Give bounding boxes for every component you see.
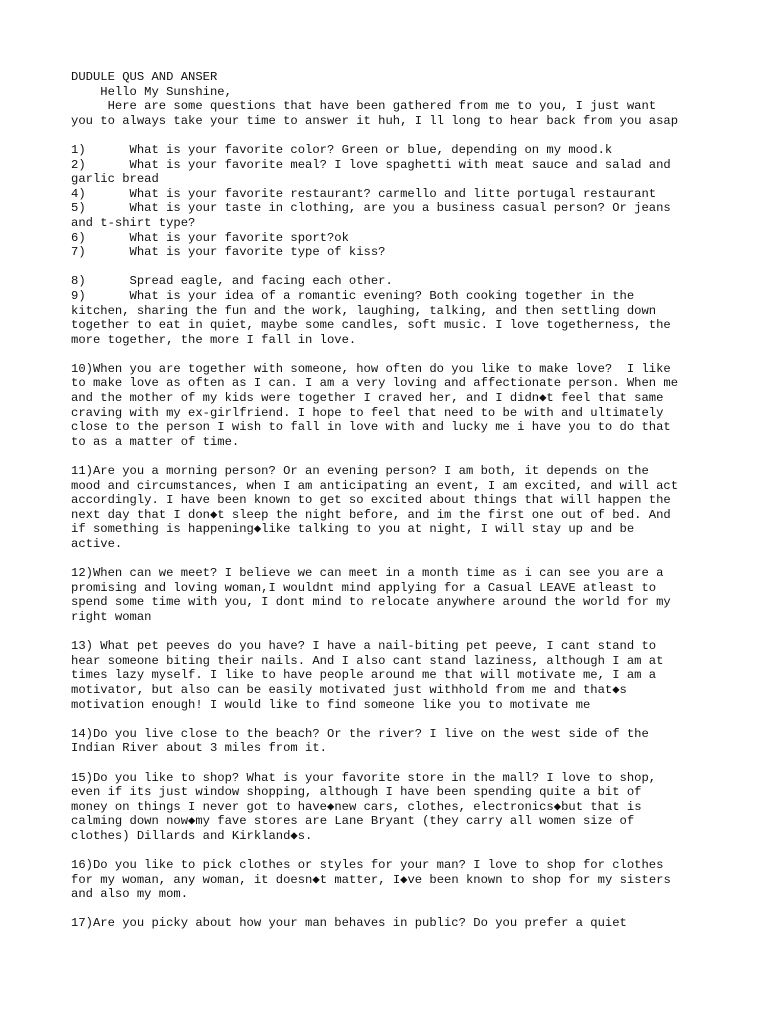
greeting-line: Hello My Sunshine, bbox=[71, 84, 232, 99]
paragraph-line: Indian River about 3 miles from it. bbox=[71, 741, 327, 756]
blank-line bbox=[71, 843, 711, 858]
paragraph-line: 11)Are you a morning person? Or an evening person? I am both, it depends on the bbox=[71, 464, 649, 479]
paragraph-line: next day that I don◆t sleep the night before, and im the first one out of bed. And bbox=[71, 507, 671, 522]
paragraph-line: clothes) Dillards and Kirkland◆s. bbox=[71, 828, 313, 843]
paragraph-line: 17)Are you picky about how your man behaves in public? Do you prefer a quiet bbox=[71, 916, 627, 931]
blank-line bbox=[71, 347, 711, 362]
paragraph-line: 16)Do you like to pick clothes or styles for your man? I love to shop for clothes bbox=[71, 858, 664, 873]
paragraph-line: 12)When can we meet? I believe we can meet in a month time as i can see you are a bbox=[71, 566, 664, 581]
document-title: DUDULE QUS AND ANSER bbox=[71, 70, 218, 84]
blank-line bbox=[71, 128, 711, 143]
question-line: 1) What is your favorite color? Green or blue, depending on my mood.k bbox=[71, 142, 613, 157]
question-line: 9) What is your idea of a romantic evening? Both cooking together in the bbox=[71, 288, 635, 303]
question-line: 8) Spread eagle, and facing each other. bbox=[71, 274, 393, 289]
paragraph-line: and the mother of my kids were together I craved her, and I didn◆t feel that same bbox=[71, 391, 664, 406]
paragraph-line: calming down now◆my fave stores are Lane Bryant (they carry all women size of bbox=[71, 814, 635, 829]
question-line: 5) What is your taste in clothing, are you a business casual person? Or jeans bbox=[71, 201, 671, 216]
paragraph-line: mood and circumstances, when I am anticipating an event, I am excited, and will act bbox=[71, 478, 679, 493]
paragraph-line: promising and loving woman,I wouldnt mind applying for a Casual LEAVE atleast to bbox=[71, 580, 657, 595]
paragraph-line: for my woman, any woman, it doesn◆t matter, I◆ve been known to shop for my sisters bbox=[71, 872, 671, 887]
paragraph-line: 15)Do you like to shop? What is your favorite store in the mall? I love to shop, bbox=[71, 770, 657, 785]
paragraph-line: right woman bbox=[71, 609, 152, 624]
paragraph-line: 14)Do you live close to the beach? Or the river? I live on the west side of the bbox=[71, 726, 649, 741]
blank-line bbox=[71, 449, 711, 464]
paragraph-line: motivation enough! I would like to find someone like you to motivate me bbox=[71, 697, 591, 712]
blank-line bbox=[71, 902, 711, 917]
paragraph-line: spend some time with you, I dont mind to relocate anywhere around the world for my bbox=[71, 595, 671, 610]
paragraph-line: hear someone biting their nails. And I also cant stand laziness, although I am at bbox=[71, 653, 664, 668]
paragraph-line: to make love as often as I can. I am a very loving and affectionate person. When me bbox=[71, 376, 679, 391]
blank-line bbox=[71, 552, 711, 567]
paragraph-line: accordingly. I have been known to get so excited about things that will happen the bbox=[71, 493, 671, 508]
question-line: together to eat in quiet, maybe some candles, soft music. I love togetherness, the bbox=[71, 318, 671, 333]
paragraph-line: even if its just window shopping, although I have been spending quite a bit of bbox=[71, 785, 642, 800]
document-page bbox=[71, 70, 711, 931]
question-line: 2) What is your favorite meal? I love spaghetti with meat sauce and salad and bbox=[71, 157, 671, 172]
blank-line bbox=[71, 260, 711, 275]
question-line: 7) What is your favorite type of kiss? bbox=[71, 245, 386, 260]
blank-line bbox=[71, 712, 711, 727]
paragraph-line: money on things I never got to have◆new cars, clothes, electronics◆but that is bbox=[71, 799, 642, 814]
paragraph-line: and also my mom. bbox=[71, 887, 189, 902]
paragraph-line: 10)When you are together with someone, how often do you like to make love? I like bbox=[71, 361, 671, 376]
paragraph-line: craving with my ex-girlfriend. I hope to feel that need to be with and ultimately bbox=[71, 405, 664, 420]
paragraph-line: active. bbox=[71, 537, 123, 551]
blank-line bbox=[71, 756, 711, 771]
question-line: kitchen, sharing the fun and the work, laughing, talking, and then settling down bbox=[71, 303, 657, 318]
paragraph-line: motivator, but also can be easily motivated just withhold from me and that◆s bbox=[71, 682, 627, 697]
paragraph-line: if something is happening◆like talking to you at night, I will stay up and be bbox=[71, 522, 635, 537]
blank-line bbox=[71, 625, 711, 640]
paragraph-line: times lazy myself. I like to have people around me that will motivate me, I am a bbox=[71, 668, 657, 683]
question-line: more together, the more I fall in love. bbox=[71, 332, 357, 347]
question-line: and t-shirt type? bbox=[71, 215, 196, 230]
question-line: 4) What is your favorite restaurant? carmello and litte portugal restaurant bbox=[71, 186, 657, 201]
paragraph-line: close to the person I wish to fall in love with and lucky me i have you to do that bbox=[71, 420, 671, 435]
intro-line: Here are some questions that have been gathered from me to you, I just want bbox=[71, 99, 657, 114]
question-line: garlic bread bbox=[71, 172, 159, 187]
paragraph-line: 13) What pet peeves do you have? I have a nail-biting pet peeve, I cant stand to bbox=[71, 639, 657, 654]
intro-line: you to always take your time to answer it huh, I ll long to hear back from you asap bbox=[71, 113, 679, 128]
paragraph-line: to as a matter of time. bbox=[71, 434, 240, 449]
question-line: 6) What is your favorite sport?ok bbox=[71, 230, 349, 245]
